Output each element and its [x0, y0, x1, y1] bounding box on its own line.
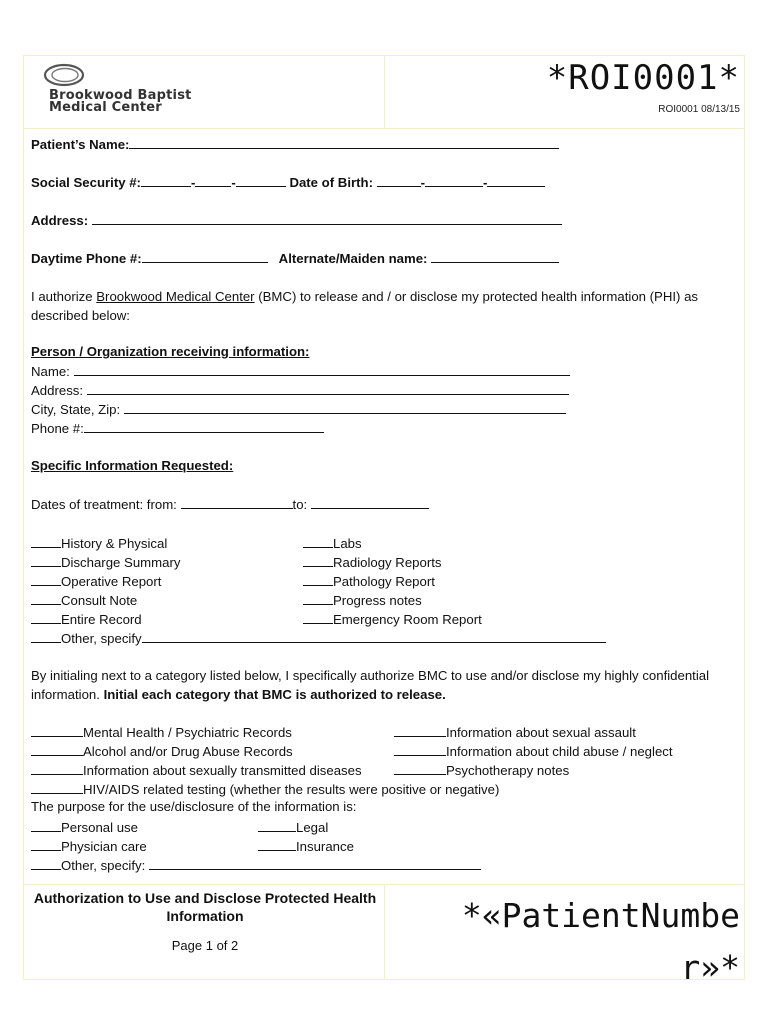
authorization-suffix: (BMC) to release and / or disclose my protected health information (PHI) as described below: [31, 289, 699, 323]
form-code: ROI0001 08/13/15 [658, 104, 740, 115]
treatment-dates-row [31, 496, 429, 512]
authorization-prefix: I authorize [31, 289, 97, 304]
confidential-option[interactable]: Information about sexually transmitted diseases [31, 761, 499, 780]
page-number: Page 1 of 2 [171, 938, 239, 953]
record-option[interactable]: Operative Report [31, 572, 606, 591]
authorization-statement [31, 288, 743, 325]
record-type-right [303, 534, 482, 629]
daytime-phone-field[interactable] [142, 250, 268, 263]
record-option[interactable]: Emergency Room Report [303, 610, 482, 629]
recipient-address-label: Address: [31, 383, 84, 398]
record-option[interactable]: Labs [303, 534, 482, 553]
phone-row [31, 250, 559, 266]
recipient-phone-row [31, 420, 324, 436]
dates-to-label: to: [292, 497, 308, 512]
alternate-name-field[interactable] [431, 250, 559, 263]
confidential-option[interactable]: Mental Health / Psychiatric Records [31, 723, 499, 742]
purpose-heading: The purpose for the use/disclosure of the information is: [31, 799, 357, 814]
form-barcode: *ROI0001* [546, 58, 740, 98]
ssn-label: Social Security #: [31, 175, 141, 190]
confidential-right [394, 723, 673, 780]
purpose-option[interactable]: Physician care [31, 837, 481, 856]
recipient-phone-label: Phone #: [31, 421, 84, 436]
address-label: Address: [31, 213, 89, 228]
header-column-divider [384, 55, 385, 128]
purpose-option[interactable]: Insurance [258, 837, 354, 856]
dob-year-field[interactable] [487, 174, 545, 187]
purpose-other-field [149, 857, 481, 870]
purpose-option[interactable]: Legal [258, 818, 354, 837]
other-specify-field [142, 630, 606, 643]
patient-number-code [462, 890, 740, 994]
recipient-address-row [31, 382, 569, 398]
recipient-name-row [31, 363, 570, 379]
dates-to-field[interactable] [311, 496, 429, 509]
confidential-instruction: Initial each category that BMC is authorized to release. [103, 687, 446, 702]
patient-name-row [31, 136, 559, 152]
dob-label: Date of Birth: [289, 175, 373, 190]
ssn-dob-row: Social Security #: - - Date of Birth: - - [31, 174, 545, 190]
record-option[interactable]: Consult Note [31, 591, 606, 610]
record-option[interactable]: Progress notes [303, 591, 482, 610]
patient-name-field[interactable] [129, 136, 559, 149]
form-title: Authorization to Use and Disclose Protected Health Information [33, 890, 377, 924]
confidential-option[interactable]: Information about sexual assault [394, 723, 673, 742]
specific-info-heading: Specific Information Requested: [31, 458, 234, 473]
confidential-option[interactable]: Information about child abuse / neglect [394, 742, 673, 761]
logo-line-2: Medical Center [49, 100, 162, 115]
footer-column-divider [384, 884, 385, 980]
record-option[interactable]: Pathology Report [303, 572, 482, 591]
recipient-city-row [31, 401, 566, 417]
recipient-name-field[interactable] [74, 363, 570, 376]
dates-from-label: Dates of treatment: from: [31, 497, 177, 512]
purpose-option-other[interactable]: Other, specify: [31, 856, 481, 875]
record-option[interactable]: Discharge Summary [31, 553, 606, 572]
purpose-right [258, 818, 354, 856]
confidential-option-hiv[interactable]: HIV/AIDS related testing (whether the results were positive or negative) [31, 780, 499, 799]
confidential-statement: By initialing next to a category listed below, I specifically authorize BMC to use and/or disclose my highly confidential information. Initial each category that BMC is authorized to release. [31, 668, 710, 702]
record-option[interactable]: History & Physical [31, 534, 606, 553]
recipient-address-field[interactable] [87, 382, 569, 395]
record-option-other[interactable]: Other, specify [31, 629, 606, 648]
daytime-phone-label: Daytime Phone #: [31, 251, 142, 266]
dob-month-field[interactable] [377, 174, 421, 187]
record-option[interactable]: Entire Record [31, 610, 606, 629]
purpose-option[interactable]: Personal use [31, 818, 481, 837]
patient-name-label: Patient’s Name: [31, 137, 130, 152]
logo-line-1: Brookwood Baptist [49, 88, 192, 103]
recipient-city-label: City, State, Zip: [31, 402, 121, 417]
recipient-heading: Person / Organization receiving information: [31, 344, 310, 359]
recipient-name-label: Name: [31, 364, 70, 379]
recipient-phone-field[interactable] [84, 420, 324, 433]
confidential-option[interactable]: Alcohol and/or Drug Abuse Records [31, 742, 499, 761]
facility-name: Brookwood Medical Center [96, 289, 255, 304]
address-field[interactable] [92, 212, 562, 225]
alternate-name-label: Alternate/Maiden name: [278, 251, 428, 266]
dates-from-field[interactable] [181, 496, 293, 509]
logo-ring-icon [43, 62, 93, 90]
patient-number-line-2: r»* [680, 948, 740, 987]
address-row [31, 212, 562, 228]
header-divider [23, 128, 745, 129]
confidential-option[interactable]: Psychotherapy notes [394, 761, 673, 780]
purpose-left [31, 818, 481, 875]
record-option[interactable]: Radiology Reports [303, 553, 482, 572]
patient-number-line-1: *«PatientNumbe [461, 896, 740, 935]
dob-day-field[interactable] [425, 174, 483, 187]
ssn-field-3[interactable] [236, 174, 286, 187]
recipient-city-field[interactable] [124, 401, 566, 414]
ssn-field-2[interactable] [195, 174, 231, 187]
ssn-field-1[interactable] [141, 174, 191, 187]
